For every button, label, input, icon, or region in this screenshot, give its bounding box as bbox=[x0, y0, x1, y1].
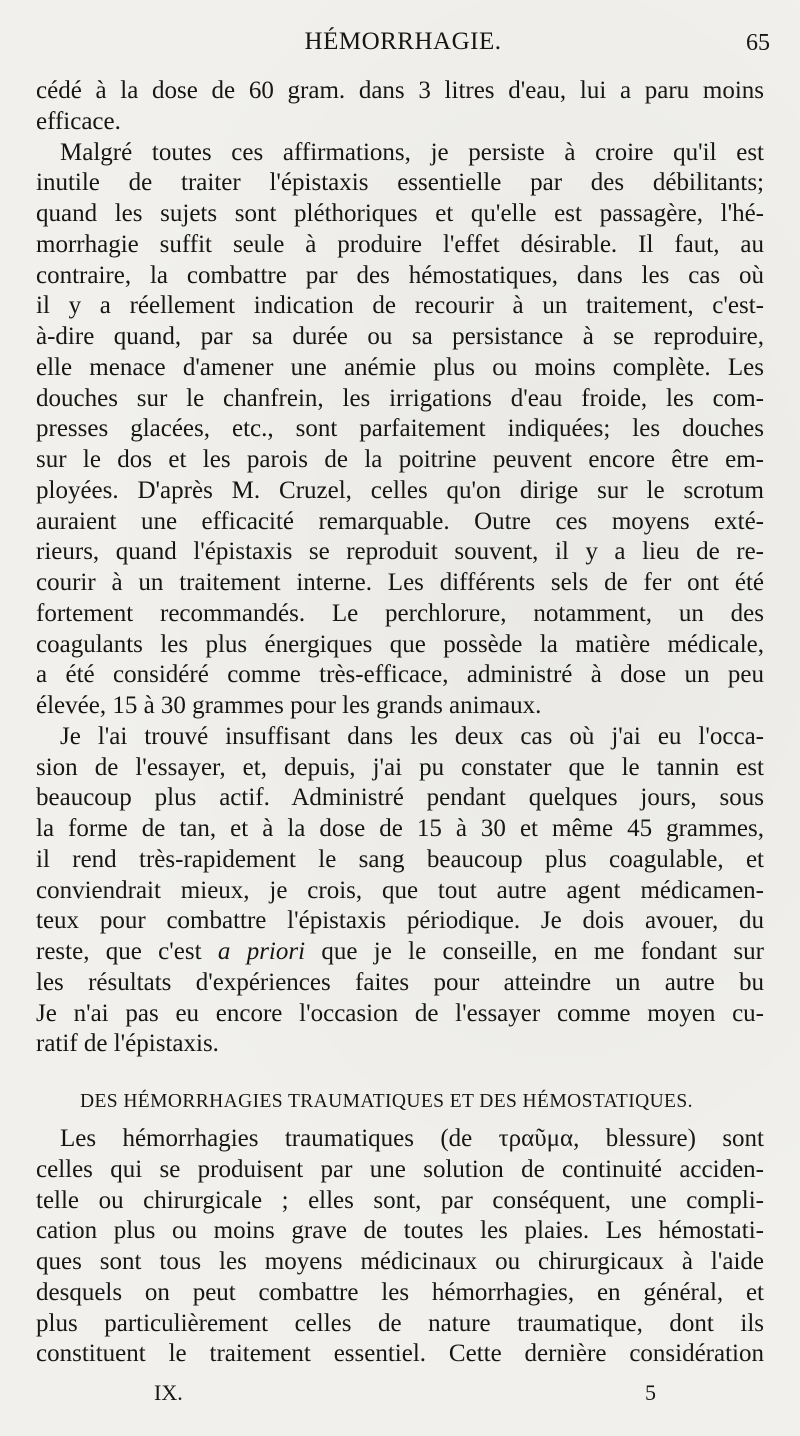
paragraph bbox=[36, 1124, 764, 1370]
text-line: efficace. bbox=[36, 107, 121, 135]
text-line: fortement recommandés. Le perchlorure, notamment, un des bbox=[36, 599, 764, 627]
text-line: douches sur le chanfrein, les irrigations d'eau froide, les com- bbox=[36, 384, 764, 412]
text-line: Je l'ai trouvé insuffisant dans les deux cas où j'ai eu l'occa- bbox=[60, 722, 764, 750]
section-heading: DES HÉMORRHAGIES TRAUMATIQUES ET DES HÉMOSTATIQUES. bbox=[80, 1091, 693, 1112]
text-line: sur le dos et les parois de la poitrine peuvent encore être em- bbox=[36, 446, 764, 473]
text-line: à-dire quand, par sa durée ou sa persistance à se reproduire, bbox=[36, 323, 764, 350]
text-line: ques sont tous les moyens médicinaux ou chirurgicaux à l'aide bbox=[36, 1248, 764, 1275]
running-head bbox=[36, 28, 770, 62]
text-line: inutile de traiter l'épistaxis essentielle par des débilitants; bbox=[36, 169, 764, 197]
text-line: cédé à la dose de 60 gram. dans 3 litres d'eau, lui a paru moins bbox=[36, 77, 764, 104]
text-line: les résultats d'expériences faites pour atteindre un autre bu bbox=[36, 968, 764, 996]
text-line: reste, que c'est a priori que je le conseille, en me fondant sur bbox=[36, 938, 764, 965]
text-line: il y a réellement indication de recourir à un traitement, c'est- bbox=[36, 292, 764, 320]
text-line: constituent le traitement essentiel. Cette dernière considération bbox=[36, 1340, 764, 1368]
text-line: a été considéré comme très-efficace, administré à dose un peu bbox=[36, 661, 764, 689]
text-line: contraire, la combattre par des hémostatiques, dans les cas où bbox=[36, 261, 764, 289]
text-line: cation plus ou moins grave de toutes les plaies. Les hémostati- bbox=[36, 1217, 764, 1245]
text-line: ratif de l'épistaxis. bbox=[36, 1030, 219, 1058]
text-block-hemorrhagie bbox=[36, 76, 764, 1060]
text-line: celles qui se produisent par une solution de continuité acciden- bbox=[36, 1155, 764, 1183]
text-line: desquels on peut combattre les hémorrhagies, en général, et bbox=[36, 1278, 764, 1306]
latin-phrase: a priori bbox=[217, 938, 306, 965]
text-line: morrhagie suffit seule à produire l'effet désirable. Il faut, au bbox=[36, 230, 764, 258]
page-number: 65 bbox=[746, 30, 770, 56]
signature-mark: IX. bbox=[154, 1380, 183, 1405]
sheet-number: 5 bbox=[645, 1380, 656, 1405]
paragraph bbox=[36, 138, 764, 722]
text-line: conviendrait mieux, je crois, que tout autre agent médicamen- bbox=[36, 876, 764, 904]
body-text bbox=[36, 76, 764, 1370]
text-line: ployées. D'après M. Cruzel, celles qu'on dirige sur le scrotum bbox=[36, 476, 764, 504]
text-line: coagulants les plus énergiques que possède la matière médicale, bbox=[36, 630, 764, 658]
text-line: plus particulièrement celles de nature traumatique, dont ils bbox=[36, 1309, 764, 1337]
text-line: Je n'ai pas eu encore l'occasion de l'essayer comme moyen cu- bbox=[36, 999, 764, 1027]
text-line: la forme de tan, et à la dose de 15 à 30 et même 45 grammes, bbox=[36, 815, 764, 842]
text-line: teux pour combattre l'épistaxis périodique. Je dois avouer, du bbox=[36, 907, 764, 935]
text-line: quand les sujets sont pléthoriques et qu'elle est passagère, l'hé- bbox=[36, 200, 764, 227]
text-line: elle menace d'amener une anémie plus ou moins complète. Les bbox=[36, 353, 764, 381]
text-line: presses glacées, etc., sont parfaitement indiquées; les douches bbox=[36, 415, 764, 443]
text-line: beaucoup plus actif. Administré pendant quelques jours, sous bbox=[36, 784, 764, 812]
running-title: HÉMORRHAGIE. bbox=[304, 28, 502, 55]
page-footer bbox=[36, 1380, 764, 1410]
text-line: il rend très-rapidement le sang beaucoup plus coagulable, et bbox=[36, 845, 764, 873]
text-block-traumatiques bbox=[36, 1124, 764, 1370]
paragraph bbox=[36, 722, 764, 1060]
text-line: élevée, 15 à 30 grammes pour les grands animaux. bbox=[36, 692, 542, 719]
text-line: courir à un traitement interne. Les différents sels de fer ont été bbox=[36, 569, 764, 596]
text-line: Malgré toutes ces affirmations, je persiste à croire qu'il est bbox=[60, 138, 764, 166]
text-line: telle ou chirurgicale ; elles sont, par conséquent, une compli- bbox=[36, 1186, 764, 1214]
text-line: sion de l'essayer, et, depuis, j'ai pu constater que le tannin est bbox=[36, 753, 764, 781]
paragraph bbox=[36, 76, 764, 138]
text-line: Les hémorrhagies traumatiques (de τραῦμα, blessure) sont bbox=[60, 1125, 764, 1152]
text-line: auraient une efficacité remarquable. Outre ces moyens exté- bbox=[36, 507, 764, 535]
text-line: rieurs, quand l'épistaxis se reproduit souvent, il y a lieu de re- bbox=[36, 538, 764, 566]
